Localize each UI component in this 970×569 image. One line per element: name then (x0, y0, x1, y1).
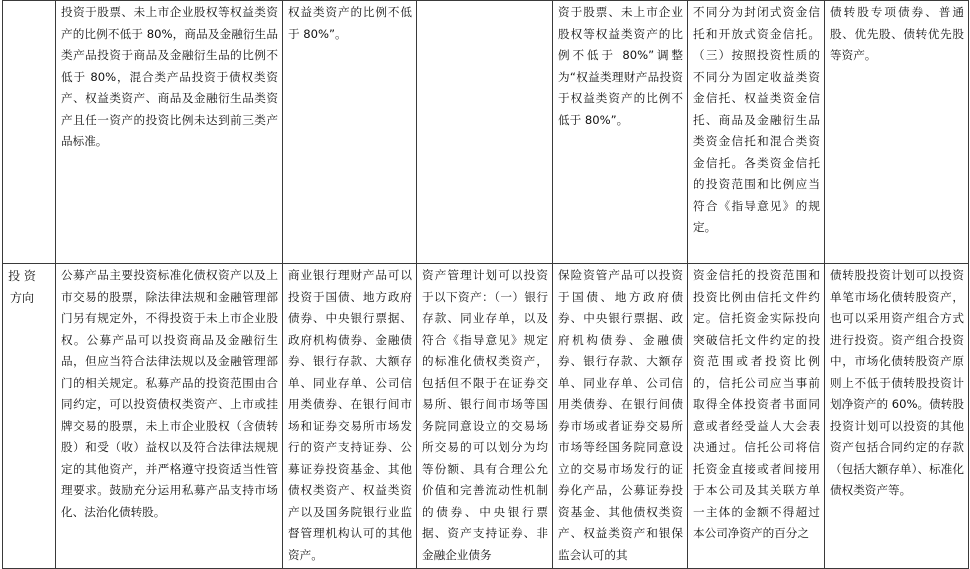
table-cell: 商业银行理财产品可以投资于国债、地方政府债券、中央银行票据、政府机构债券、金融债券、银行存款、大额存单、同业存单、公司信用类债券、在银行间市场和证券交易所市场发行的资产支持证券、公募证券投资基金、其他债权类资产、权益类资产以及国务院银行业监督管理机构认可的其他资产。 (283, 264, 417, 569)
row-label (3, 1, 56, 264)
table-cell: 保险资管产品可以投资于国债、地方政府债券、中央银行票据、政府机构债券、金融债券、银行存款、大额存单、同业存单、公司信用类债券、在银行间债券市场或者证券交易所市场等经国务院同意设立的交易市场发行的证券化产品，公募证券投资基金、其他债权类资产、权益类资产和银保监会认可的其 (553, 264, 688, 569)
table-cell: 公募产品主要投资标准化债权资产以及上市交易的股票，除法律法规和金融管理部门另有规定外，不得投资于未上市企业股权。公募产品可以投资商品及金融衍生品，但应当符合法律法规以及金融管理部门的相关规定。私募产品的投资范围由合同约定，可以投资债权类资产、上市或挂牌交易的股票，未上市企业股权（含债转股）和受（收）益权以及符合法律法规规定的其他资产，并严格遵守投资适当性管理要求。鼓励充分运用私募产品支持市场化、法治化债转股。 (56, 264, 283, 569)
table-row (3, 1, 969, 264)
row-label: 投 资方向 (8, 269, 36, 305)
row-label-cell (3, 264, 56, 569)
table-cell (417, 1, 553, 264)
table-cell: 资产管理计划可以投资于以下资产：（一）银行存款、同业存单，以及符合《指导意见》规定的标准化债权类资产，包括但不限于在证券交易所、银行间市场等国务院同意设立的交易场所交易的可以划分为均等份额、具有合理公允价值和完善流动性机制的债券、中央银行票据、资产支持证券、非金融企业债务 (417, 264, 553, 569)
table-cell: 资于股票、未上市企业股权等权益类资产的比例不低于 80%”调整为“权益类理财产品投资于权益类资产的比例不低于 80%”。 (553, 1, 688, 264)
table-cell: 权益类资产的比例不低于 80%”。 (283, 1, 417, 264)
table-cell: 投资于股票、未上市企业股权等权益类资产的比例不低于 80%，商品及金融衍生品类产品投资于商品及金融衍生品的比例不低于 80%，混合类产品投资于债权类资产、权益类资产、商品及金融衍生品类资产且任一资产的投资比例未达到前三类产品标准。 (56, 1, 283, 264)
regulation-comparison-table (2, 0, 969, 569)
table-cell: 资金信托的投资范围和投资比例由信托文件约定。信托资金实际投向突破信托文件约定的投资范围或者投资比例的，信托公司应当事前取得全体投资者书面同意或者经受益人大会表决通过。信托公司将信托资金直接或者间接用于本公司及其关联方单一主体的金额不得超过本公司净资产的百分之 (688, 264, 825, 569)
table-cell: 债转股专项债券、普通股、优先股、债转优先股等资产。 (825, 1, 969, 264)
table-row (3, 264, 969, 569)
table-cell: 债转股投资计划可以投资单笔市场化债转股资产，也可以采用资产组合方式进行投资。资产组合投资中，市场化债转股资产原则上不低于债转股投资计划净资产的 60%。债转股投资计划可以投资的其他资产包括合同约定的存款（包括大额存单）、标准化债权类资产等。 (825, 264, 969, 569)
table-cell: 不同分为封闭式资金信托和开放式资金信托。（三）按照投资性质的不同分为固定收益类资金信托、权益类资金信托、商品及金融衍生品类资金信托和混合类资金信托。各类资金信托的投资范围和比例应当符合《指导意见》的规定。 (688, 1, 825, 264)
